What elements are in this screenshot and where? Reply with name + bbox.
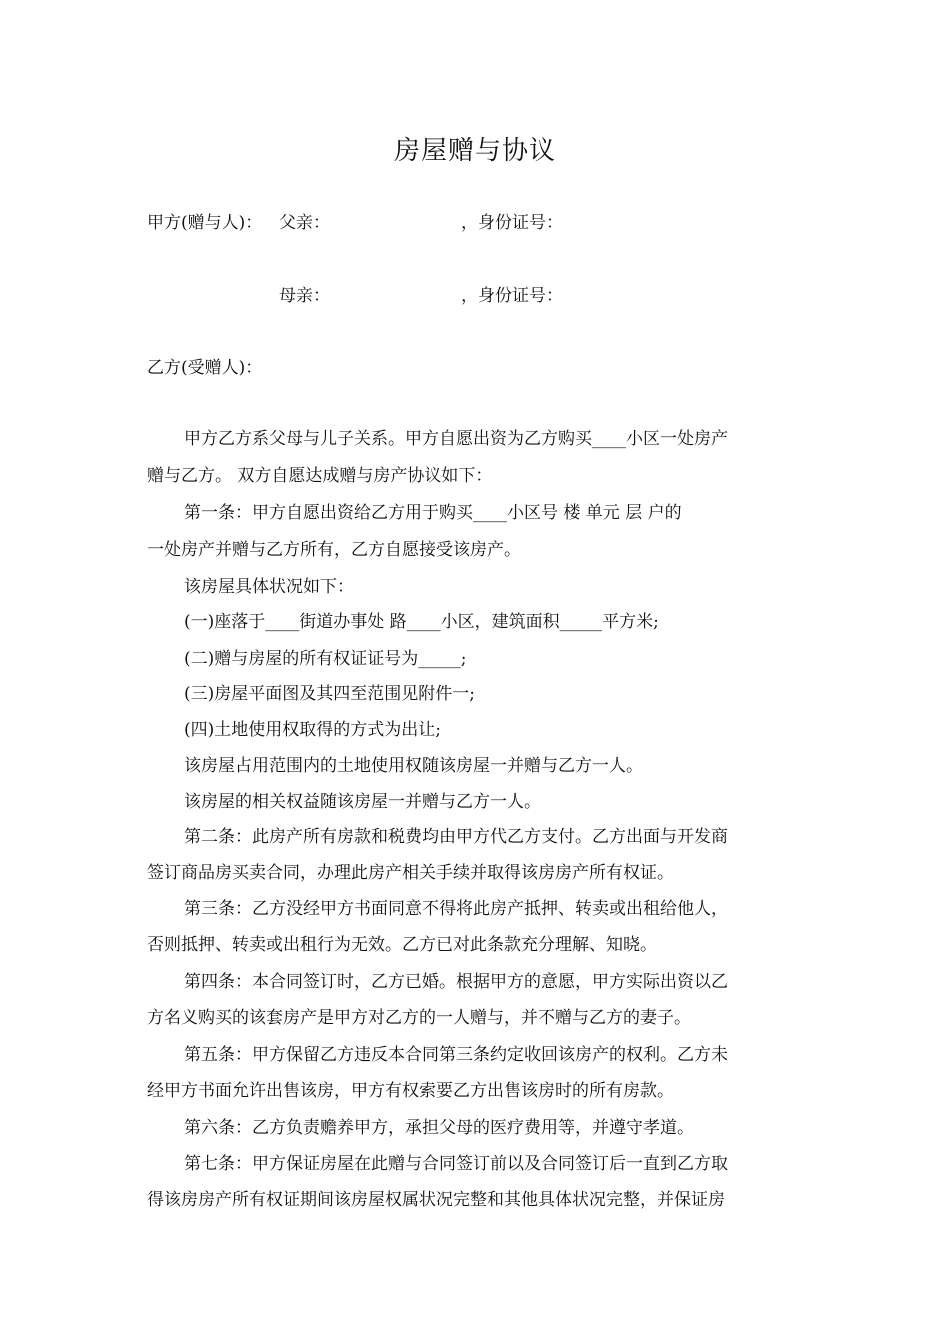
- party-b-label: 乙方(受赠人)：: [147, 358, 263, 378]
- body-line: (四)土地使用权取得的方式为出让;: [184, 720, 441, 740]
- body-line: 该房屋具体状况如下：: [184, 577, 354, 597]
- body-line: 该房屋占用范围内的土地使用权随该房屋一并赠与乙方一人。: [184, 756, 643, 776]
- body-line: 第六条：乙方负责赡养甲方，承担父母的医疗费用等，并遵守孝道。: [184, 1118, 694, 1138]
- body-line: 第三条：乙方没经甲方书面同意不得将此房产抵押、转卖或出租给他人，: [184, 899, 728, 919]
- mother-id-label: ，身份证号：: [461, 286, 563, 306]
- body-line: 第七条：甲方保证房屋在此赠与合同签订前以及合同签订后一直到乙方取: [184, 1154, 728, 1174]
- body-line: (三)房屋平面图及其四至范围见附件一;: [184, 684, 475, 704]
- document-title: 房屋赠与协议: [393, 136, 556, 166]
- mother-label: 母亲：: [279, 286, 330, 306]
- body-line: (二)赠与房屋的所有权证证号为_____;: [184, 649, 467, 669]
- body-line: 甲方乙方系父母与儿子关系。甲方自愿出资为乙方购买____小区一处房产: [184, 429, 728, 449]
- body-line: 签订商品房买卖合同，办理此房产相关手续并取得该房房产所有权证。: [147, 863, 674, 883]
- body-line: 第五条：甲方保留乙方违反本合同第三条约定收回该房产的权利。乙方未: [184, 1045, 728, 1065]
- body-line: 第二条：此房产所有房款和税费均由甲方代乙方支付。乙方出面与开发商: [184, 827, 728, 847]
- body-line: 经甲方书面允许出售该房，甲方有权索要乙方出售该房时的所有房款。: [147, 1081, 674, 1101]
- body-line: 该房屋的相关权益随该房屋一并赠与乙方一人。: [184, 792, 541, 812]
- body-line: 第一条：甲方自愿出资给乙方用于购买____小区号 楼 单元 层 户的: [184, 503, 682, 523]
- body-line: 否则抵押、转卖或出租行为无效。乙方已对此条款充分理解、知晓。: [147, 935, 657, 955]
- body-line: 得该房房产所有权证期间该房屋权属状况完整和其他具体状况完整，并保证房: [147, 1190, 725, 1210]
- body-line: 方名义购买的该套房产是甲方对乙方的一人赠与，并不赠与乙方的妻子。: [147, 1008, 691, 1028]
- father-label: 父亲：: [279, 213, 330, 233]
- body-line: (一)座落于____街道办事处 路____小区，建筑面积_____平方米;: [184, 612, 659, 632]
- body-line: 一处房产并赠与乙方所有，乙方自愿接受该房产。: [147, 540, 521, 560]
- party-a-label: 甲方(赠与人)：: [147, 213, 263, 233]
- body-line: 第四条：本合同签订时，乙方已婚。根据甲方的意愿，甲方实际出资以乙: [184, 972, 728, 992]
- body-line: 赠与乙方。 双方自愿达成赠与房产协议如下：: [147, 466, 493, 486]
- father-id-label: ，身份证号：: [461, 213, 563, 233]
